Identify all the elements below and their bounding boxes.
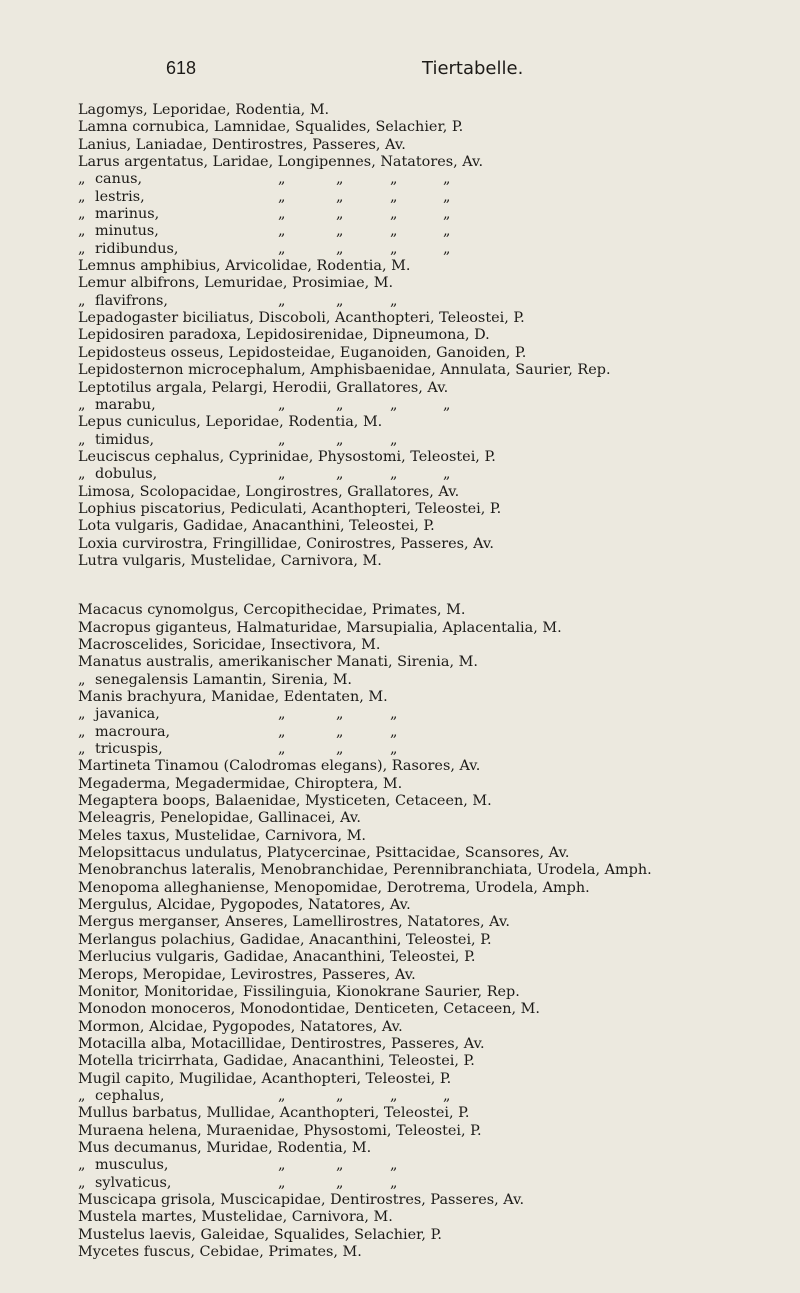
ditto-mark: „ — [390, 240, 398, 257]
ditto-mark: „ — [78, 396, 86, 413]
species-epithet: senegalensis Lamantin, Sirenia, M. — [95, 671, 353, 688]
animal-table — [0, 102, 800, 1261]
ditto-mark: „ — [390, 723, 398, 740]
ditto-mark: „ — [78, 671, 86, 688]
table-entry — [0, 241, 800, 258]
table-entry — [0, 414, 800, 431]
ditto-mark: „ — [336, 741, 344, 758]
ditto-mark: „ — [336, 1087, 344, 1104]
ditto-mark: „ — [278, 292, 286, 309]
table-entry — [0, 932, 800, 949]
ditto-mark: „ — [390, 741, 398, 758]
entry-text: Martineta Tinamou (Calodromas elegans), Rasores, Av. — [78, 758, 481, 775]
table-entry — [0, 449, 800, 466]
ditto-mark: „ — [78, 223, 86, 240]
block-separator — [0, 570, 800, 602]
table-entry — [0, 189, 800, 206]
table-entry — [0, 776, 800, 793]
table-entry — [0, 689, 800, 706]
table-entry — [0, 258, 800, 275]
table-entry — [0, 620, 800, 637]
entry-text: Leptotilus argala, Pelargi, Herodii, Grallatores, Av. — [78, 379, 449, 396]
ditto-mark: „ — [336, 223, 344, 240]
entry-text: Mergulus, Alcidae, Pygopodes, Natatores, Av. — [78, 897, 411, 914]
entry-text: Mus decumanus, Muridae, Rodentia, M. — [78, 1139, 372, 1156]
entry-text: Lamna cornubica, Lamnidae, Squalides, Selachier, P. — [78, 119, 464, 136]
entry-text: Megaptera boops, Balaenidae, Mysticeten, Cetaceen, M. — [78, 793, 492, 810]
entry-text: Merlucius vulgaris, Gadidae, Anacanthini, Teleostei, P. — [78, 949, 476, 966]
entry-text: Monitor, Monitoridae, Fissilinguia, Kionokrane Saurier, Rep. — [78, 983, 520, 1000]
table-entry — [0, 793, 800, 810]
species-epithet: sylvaticus, — [95, 1174, 172, 1191]
ditto-mark: „ — [278, 206, 286, 223]
ditto-mark: „ — [78, 206, 86, 223]
ditto-mark: „ — [390, 206, 398, 223]
entry-text: Lemnus amphibius, Arvicolidae, Rodentia, M. — [78, 258, 411, 275]
ditto-mark: „ — [78, 723, 86, 740]
entry-text: Loxia curvirostra, Fringillidae, Conirostres, Passeres, Av. — [78, 535, 494, 552]
table-entry — [0, 171, 800, 188]
ditto-mark: „ — [390, 396, 398, 413]
table-entry — [0, 862, 800, 879]
table-entry — [0, 102, 800, 119]
table-entry — [0, 672, 800, 689]
table-entry — [0, 1227, 800, 1244]
ditto-mark: „ — [78, 741, 86, 758]
page-header — [0, 58, 800, 82]
table-entry — [0, 362, 800, 379]
entry-text: Merops, Meropidae, Levirostres, Passeres, Av. — [78, 966, 416, 983]
ditto-mark: „ — [278, 466, 286, 483]
ditto-mark: „ — [336, 431, 344, 448]
table-entry — [0, 724, 800, 741]
species-epithet: minutus, — [95, 223, 159, 240]
entry-text: Mycetes fuscus, Cebidae, Primates, M. — [78, 1244, 362, 1260]
ditto-mark: „ — [443, 396, 451, 413]
table-entry — [0, 654, 800, 671]
species-epithet: marabu, — [95, 396, 156, 413]
entry-text: Leuciscus cephalus, Cyprinidae, Physostomi, Teleostei, P. — [78, 448, 496, 465]
table-entry — [0, 1001, 800, 1018]
ditto-mark: „ — [390, 171, 398, 188]
ditto-mark: „ — [278, 188, 286, 205]
ditto-mark: „ — [278, 171, 286, 188]
table-entry — [0, 206, 800, 223]
entry-text: Macropus giganteus, Halmaturidae, Marsupialia, Aplacentalia, M. — [78, 619, 562, 636]
table-entry — [0, 154, 800, 171]
ditto-mark: „ — [78, 188, 86, 205]
ditto-mark: „ — [278, 1087, 286, 1104]
species-epithet: timidus, — [95, 431, 155, 448]
ditto-mark: „ — [278, 240, 286, 257]
table-entry — [0, 967, 800, 984]
ditto-mark: „ — [443, 466, 451, 483]
ditto-mark: „ — [278, 431, 286, 448]
ditto-mark: „ — [278, 723, 286, 740]
entry-text: Monodon monoceros, Monodontidae, Denticeten, Cetaceen, M. — [78, 1001, 540, 1018]
table-entry — [0, 1209, 800, 1226]
species-epithet: dobulus, — [95, 466, 158, 483]
entry-text: Lota vulgaris, Gadidae, Anacanthini, Teleostei, P. — [78, 518, 435, 535]
table-entry — [0, 758, 800, 775]
table-entry — [0, 1088, 800, 1105]
entry-text: Lemur albifrons, Lemuridae, Prosimiae, M. — [78, 275, 394, 292]
entry-text: Lagomys, Leporidae, Rodentia, M. — [78, 102, 330, 118]
table-entry — [0, 949, 800, 966]
ditto-mark: „ — [336, 1174, 344, 1191]
table-entry — [0, 1036, 800, 1053]
entry-text: Muraena helena, Muraenidae, Physostomi, Teleostei, P. — [78, 1122, 482, 1139]
ditto-mark: „ — [78, 292, 86, 309]
table-entry — [0, 706, 800, 723]
table-entry — [0, 1105, 800, 1122]
table-entry — [0, 914, 800, 931]
entry-text: Mugil capito, Mugilidae, Acanthopteri, Teleostei, P. — [78, 1070, 452, 1087]
entry-text: Lepus cuniculus, Leporidae, Rodentia, M. — [78, 414, 383, 431]
ditto-mark: „ — [390, 188, 398, 205]
entry-text: Lanius, Laniadae, Dentirostres, Passeres, Av. — [78, 136, 406, 153]
table-entry — [0, 345, 800, 362]
table-entry — [0, 553, 800, 570]
ditto-mark: „ — [336, 188, 344, 205]
ditto-mark: „ — [336, 240, 344, 257]
entry-text: Lophius piscatorius, Pediculati, Acanthopteri, Teleostei, P. — [78, 500, 502, 517]
entry-text: Lepidosiren paradoxa, Lepidosirenidae, Dipneumona, D. — [78, 327, 490, 344]
ditto-mark: „ — [78, 466, 86, 483]
ditto-mark: „ — [78, 1087, 86, 1104]
table-entry — [0, 1140, 800, 1157]
table-entry — [0, 845, 800, 862]
ditto-mark: „ — [443, 171, 451, 188]
table-entry — [0, 1071, 800, 1088]
species-epithet: tricuspis, — [95, 741, 163, 758]
letter-block — [0, 102, 800, 570]
species-epithet: ridibundus, — [95, 240, 179, 257]
ditto-mark: „ — [78, 1157, 86, 1174]
ditto-mark: „ — [278, 1157, 286, 1174]
page-number: 618 — [166, 58, 197, 78]
ditto-mark: „ — [278, 396, 286, 413]
ditto-mark: „ — [278, 706, 286, 723]
letter-block — [0, 602, 800, 1261]
table-entry — [0, 119, 800, 136]
entry-text: Larus argentatus, Laridae, Longipennes, Natatores, Av. — [78, 154, 484, 171]
table-entry — [0, 1019, 800, 1036]
ditto-mark: „ — [336, 206, 344, 223]
entry-text: Mullus barbatus, Mullidae, Acanthopteri, Teleostei, P. — [78, 1105, 470, 1122]
table-entry — [0, 536, 800, 553]
ditto-mark: „ — [443, 188, 451, 205]
ditto-mark: „ — [443, 223, 451, 240]
ditto-mark: „ — [390, 292, 398, 309]
ditto-mark: „ — [336, 706, 344, 723]
species-epithet: lestris, — [95, 188, 145, 205]
ditto-mark: „ — [78, 240, 86, 257]
ditto-mark: „ — [278, 1174, 286, 1191]
table-entry — [0, 637, 800, 654]
table-entry — [0, 466, 800, 483]
entry-text: Lepidosteus osseus, Lepidosteidae, Euganoiden, Ganoiden, P. — [78, 344, 527, 361]
entry-text: Menobranchus lateralis, Menobranchidae, Perennibranchiata, Urodela, Amph. — [78, 862, 652, 879]
table-entry — [0, 432, 800, 449]
ditto-mark: „ — [390, 223, 398, 240]
table-entry — [0, 310, 800, 327]
table-entry — [0, 984, 800, 1001]
entry-text: Lutra vulgaris, Mustelidae, Carnivora, M. — [78, 552, 382, 569]
table-entry — [0, 501, 800, 518]
ditto-mark: „ — [78, 431, 86, 448]
ditto-mark: „ — [336, 723, 344, 740]
table-entry — [0, 810, 800, 827]
ditto-mark: „ — [443, 1087, 451, 1104]
entry-text: Macroscelides, Soricidae, Insectivora, M. — [78, 636, 381, 653]
entry-text: Melopsittacus undulatus, Platycercinae, Psittacidae, Scansores, Av. — [78, 845, 570, 862]
ditto-mark: „ — [390, 706, 398, 723]
entry-text: Motella tricirrhata, Gadidae, Anacanthini, Teleostei, P. — [78, 1053, 475, 1070]
entry-text: Mustelus laevis, Galeidae, Squalides, Selachier, P. — [78, 1226, 442, 1243]
entry-text: Lepadogaster biciliatus, Discoboli, Acanthopteri, Teleostei, P. — [78, 310, 525, 327]
table-entry — [0, 137, 800, 154]
table-entry — [0, 327, 800, 344]
entry-text: Menopoma alleghaniense, Menopomidae, Derotrema, Urodela, Amph. — [78, 879, 590, 896]
ditto-mark: „ — [336, 466, 344, 483]
entry-text: Mormon, Alcidae, Pygopodes, Natatores, Av. — [78, 1018, 403, 1035]
table-entry — [0, 1175, 800, 1192]
species-epithet: javanica, — [95, 706, 160, 723]
entry-text: Lepidosternon microcephalum, Amphisbaenidae, Annulata, Saurier, Rep. — [78, 362, 611, 379]
table-entry — [0, 602, 800, 619]
ditto-mark: „ — [390, 1157, 398, 1174]
table-entry — [0, 1123, 800, 1140]
table-entry — [0, 897, 800, 914]
species-epithet: marinus, — [95, 206, 160, 223]
entry-text: Macacus cynomolgus, Cercopithecidae, Primates, M. — [78, 602, 466, 619]
ditto-mark: „ — [390, 1174, 398, 1191]
table-entry — [0, 880, 800, 897]
ditto-mark: „ — [336, 1157, 344, 1174]
species-epithet: cephalus, — [95, 1087, 165, 1104]
species-epithet: musculus, — [95, 1157, 169, 1174]
ditto-mark: „ — [390, 431, 398, 448]
table-entry — [0, 1053, 800, 1070]
entry-text: Limosa, Scolopacidae, Longirostres, Grallatores, Av. — [78, 483, 460, 500]
entry-text: Motacilla alba, Motacillidae, Dentirostres, Passeres, Av. — [78, 1035, 485, 1052]
table-entry — [0, 275, 800, 292]
table-entry — [0, 828, 800, 845]
ditto-mark: „ — [278, 223, 286, 240]
species-epithet: macroura, — [95, 723, 171, 740]
ditto-mark: „ — [78, 1174, 86, 1191]
ditto-mark: „ — [443, 240, 451, 257]
ditto-mark: „ — [390, 1087, 398, 1104]
table-entry — [0, 1244, 800, 1261]
ditto-mark: „ — [390, 466, 398, 483]
entry-text: Meles taxus, Mustelidae, Carnivora, M. — [78, 827, 367, 844]
table-entry — [0, 397, 800, 414]
entry-text: Mustela martes, Mustelidae, Carnivora, M. — [78, 1209, 393, 1226]
table-entry — [0, 741, 800, 758]
entry-text: Muscicapa grisola, Muscicapidae, Dentirostres, Passeres, Av. — [78, 1191, 525, 1208]
table-entry — [0, 380, 800, 397]
table-entry — [0, 293, 800, 310]
species-epithet: canus, — [95, 171, 143, 188]
entry-text: Manatus australis, amerikanischer Manati, Sirenia, M. — [78, 654, 478, 671]
entry-text: Mergus merganser, Anseres, Lamellirostres, Natatores, Av. — [78, 914, 510, 931]
entry-text: Merlangus polachius, Gadidae, Anacanthini, Teleostei, P. — [78, 931, 492, 948]
ditto-mark: „ — [78, 171, 86, 188]
ditto-mark: „ — [336, 396, 344, 413]
table-entry — [0, 518, 800, 535]
running-title: Tiertabelle. — [422, 58, 524, 79]
species-epithet: flavifrons, — [95, 292, 169, 309]
ditto-mark: „ — [336, 292, 344, 309]
table-entry — [0, 223, 800, 240]
table-entry — [0, 1192, 800, 1209]
entry-text: Meleagris, Penelopidae, Gallinacei, Av. — [78, 810, 361, 827]
ditto-mark: „ — [78, 706, 86, 723]
entry-text: Manis brachyura, Manidae, Edentaten, M. — [78, 689, 388, 705]
entry-text: Megaderma, Megadermidae, Chiroptera, M. — [78, 775, 403, 792]
ditto-mark: „ — [336, 171, 344, 188]
ditto-mark: „ — [278, 741, 286, 758]
table-entry — [0, 484, 800, 501]
ditto-mark: „ — [443, 206, 451, 223]
table-entry — [0, 1157, 800, 1174]
